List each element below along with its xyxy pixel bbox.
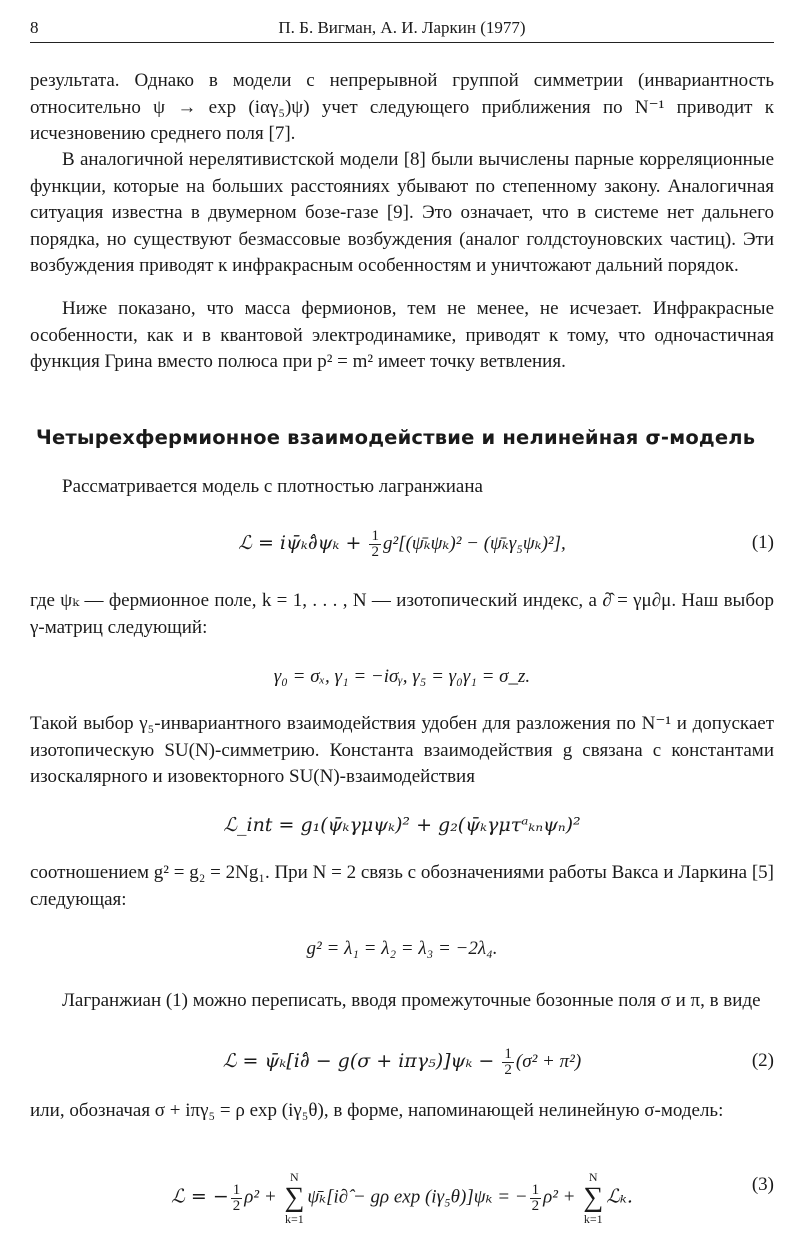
eq2-fraction [502,1047,514,1078]
eq3-mid3: ρ² + [543,1186,581,1208]
section-heading: Четырехфермионное взаимодействие и нелинейная σ-модель [36,426,756,449]
eq2-frac-den: 2 [504,1062,512,1079]
equation-2 [30,1046,774,1079]
paragraph-3: Ниже показано, что масса фермионов, тем не менее, не исчезает. Инфракрасные особенности, как и в квантовой электродинамике, приводят к тому, что одночастичная функция Грина вместо полюса при p² = m² имеет точку ветвления. [30,298,774,372]
eq1-frac-den: 2 [371,544,379,561]
paragraph-6: Такой выбор γ₅-инвариантного взаимодействия удобен для разложения по N⁻¹ и допускает изотопическую SU(N)-симметрию. Константа взаимодействия g связана с константами изоскалярного и изовекторного SU(N)-взаимодействия [30,713,774,787]
eq-lambda-text: g² = λ₁ = λ₂ = λ₃ = −2λ₄. [306,938,498,959]
equation-gamma [30,662,774,692]
eq3-sum-2 [583,1170,603,1226]
paragraph-2: В аналогичной нерелятивистской модели [8] были вычислены парные корреляционные функции, которые на больших расстояниях убывают по степенному закону. Аналогичная ситуация известна в двумерном бозе-газе [9]. Это означает, что в системе нет дальнего порядка, но существуют безмассовые возбуждения (аналог голдстоуновских частиц). Эти возбуждения приводят к инфракрасным особенностям и уничтожают дальний порядок. [30,149,774,276]
page-number: 8 [30,18,39,37]
eq3-sum1-sigma: ∑ [284,1182,305,1213]
eq3-lhs: ℒ = − [171,1185,229,1208]
paragraph-7: соотношением g² = g₂ = 2Ng₁. При N = 2 связь с обозначениями работы Вакса и Ларкина [5] следующая: [30,862,774,910]
eq-gamma-text: γ₀ = σₓ, γ₁ = −iσᵧ, γ₅ = γ₀γ₁ = σ_z. [273,666,531,687]
paragraph-1: результата. Однако в модели с непрерывной группой симметрии (инвариантность относительно ψ → exp (iαγ₅)ψ) учет следующего приближения по N⁻¹ приводит к исчезновению среднего поля [7]. [30,70,774,144]
eq3-fraction-1 [231,1183,243,1214]
eq1-number: (1) [751,532,774,553]
eq2-lhs: ℒ = ψ̄ₖ[i∂̂ − g(σ + iπγ₅)]ψₖ − [222,1050,501,1072]
eq2-number: (2) [751,1050,774,1071]
eq3-frac2-den: 2 [531,1197,540,1214]
paragraph-8: Лагранжиан (1) можно переписать, вводя промежуточные бозонные поля σ и π, в виде [62,990,761,1011]
eq3-fraction-2 [530,1183,542,1214]
eq1-lhs: ℒ = iψ̄ₖ∂̂ψₖ + [238,532,368,554]
eq3-frac2-num: 1 [531,1181,540,1198]
eq1-rhs: g²[(ψ̄ₖψₖ)² − (ψ̄ₖγ₅ψₖ)²], [382,533,566,554]
eq3-sum2-lower: k=1 [583,1212,603,1226]
eq3-sum1-lower: k=1 [284,1212,304,1226]
eq-int-text: ℒ_int = g₁(ψ̄ₖγμψₖ)² + g₂(ψ̄ₖγμτᵃₖₙψₙ)² [223,814,581,836]
equation-lambda [30,934,774,964]
equation-3 [30,1170,774,1226]
eq3-sum2-upper: N [588,1170,598,1184]
eq3-number: (3) [751,1174,774,1195]
equation-1 [30,528,774,561]
paragraph-9: или, обозначая σ + iπγ₅ = ρ exp (iγ₅θ), в форме, напоминающей нелинейную σ-модель: [30,1100,724,1121]
eq2-rhs: (σ² + π²) [515,1051,582,1072]
eq3-sum2-sigma: ∑ [583,1182,604,1213]
eq3-frac1-den: 2 [232,1197,241,1214]
eq3-mid1: ρ² + [244,1186,282,1208]
eq3-frac1-num: 1 [232,1181,241,1198]
eq1-frac-num: 1 [371,528,379,545]
eq3-tail: ℒₖ. [606,1185,633,1208]
equation-int [30,810,774,840]
running-title: П. Б. Вигман, А. И. Ларкин (1977) [278,18,526,37]
eq3-sum1-upper: N [290,1170,299,1184]
eq2-frac-num: 1 [504,1046,512,1063]
eq1-fraction [369,529,381,560]
paragraph-4: Рассматривается модель с плотностью лагранжиана [62,476,483,497]
page-header [30,14,774,43]
eq3-sum-1 [284,1170,304,1226]
paragraph-5: где ψₖ — фермионное поле, k = 1, . . . , N — изотопический индекс, а ∂̂ = γμ∂μ. Наш выбор γ-матриц следующий: [30,590,774,638]
eq3-mid2: ψ̄ₖ[i∂̂ − gρ exp (iγ₅θ)]ψₖ = − [307,1186,528,1208]
